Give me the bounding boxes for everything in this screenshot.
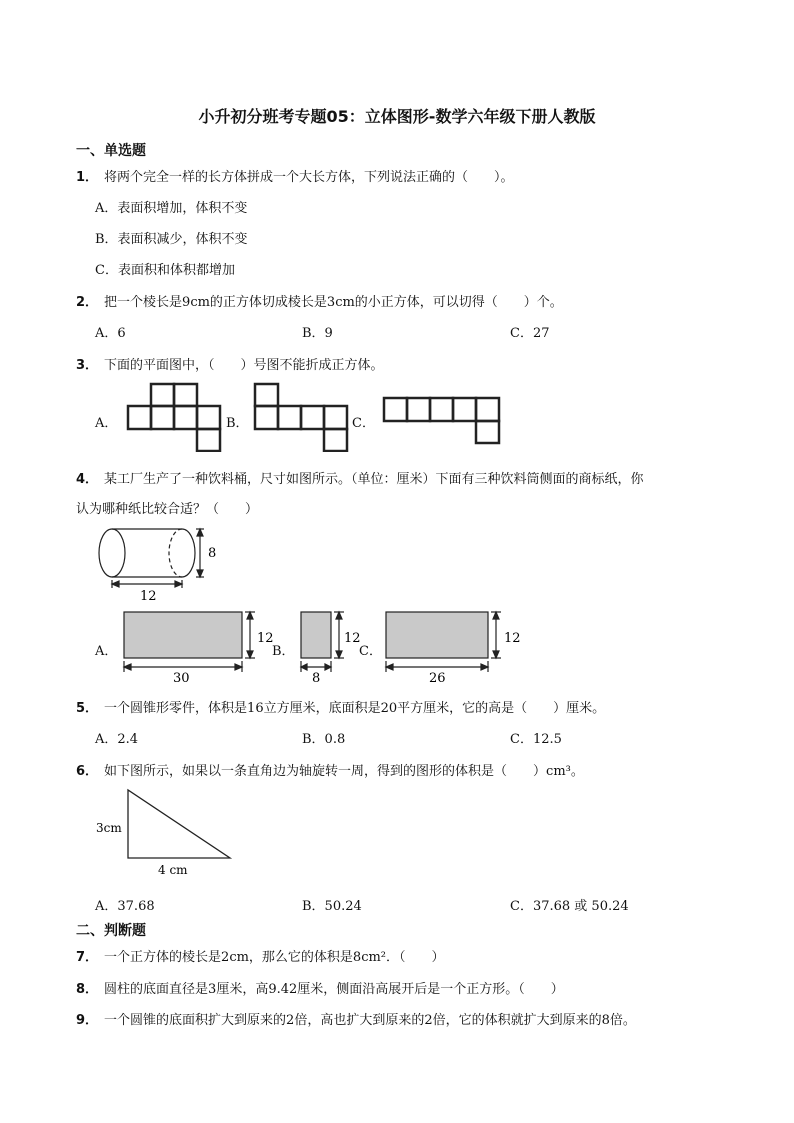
question-text: 某工厂生产了一种饮料桶，尺寸如图所示。（单位：厘米）下面有三种饮料筒侧面的商标纸，你 <box>104 472 644 487</box>
right-triangle-figure <box>92 786 242 878</box>
paper-a <box>124 612 242 658</box>
cylinder-figure <box>90 520 230 604</box>
cube-net-b <box>255 384 347 451</box>
right-triangle <box>128 790 230 858</box>
question-2 <box>76 291 563 310</box>
option-a: A．6 <box>95 326 126 341</box>
triangle-height-label: 3cm <box>96 821 122 835</box>
paper-c-width-label: 26 <box>429 671 446 686</box>
option-b: B．0.8 <box>302 732 346 747</box>
option-b: B． <box>272 644 295 659</box>
question-text: 圆柱的底面直径是3厘米，高9.42厘米，侧面沿高展开后是一个正方形。（ ） <box>104 982 564 997</box>
paper-b <box>301 612 331 658</box>
option-a: A．表面积增加，体积不变 <box>95 201 248 216</box>
cylinder-left-base <box>99 529 125 577</box>
triangle-base-label: 4 cm <box>158 863 188 877</box>
question-number: 1． <box>76 170 99 185</box>
section-heading-true-false: 二、判断题 <box>76 923 146 939</box>
question-text: 一个圆锥形零件，体积是16立方厘米，底面积是20平方厘米，它的高是（ ）厘米。 <box>104 701 606 716</box>
question-number: 4． <box>76 472 99 487</box>
option-b: B．表面积减少，体积不变 <box>95 232 248 247</box>
question-text: 一个正方体的棱长是2cm，那么它的体积是8cm²．（ ） <box>104 950 445 965</box>
question-text: 下面的平面图中，（ ）号图不能折成正方体。 <box>104 358 384 373</box>
option-c: C． <box>352 416 375 431</box>
paper-a-height-label: 12 <box>257 631 274 646</box>
label-paper-options-figure <box>118 606 528 686</box>
option-a: A．37.68 <box>95 899 155 914</box>
question-text: 将两个完全一样的长方体拼成一个大长方体，下列说法正确的（ ）。 <box>104 170 514 185</box>
option-c: C．37.68 或 50.24 <box>510 899 629 914</box>
question-number: 9． <box>76 1013 99 1028</box>
option-c: C．27 <box>510 326 550 341</box>
cylinder-height-label: 8 <box>208 546 217 561</box>
option-b: B． <box>226 416 249 431</box>
question-number: 6． <box>76 764 99 779</box>
option-a: A． <box>95 416 118 431</box>
paper-b-height-label: 12 <box>344 631 361 646</box>
question-7 <box>76 946 445 965</box>
question-3 <box>76 354 384 373</box>
question-text: 一个圆锥的底面积扩大到原来的2倍，高也扩大到原来的2倍，它的体积就扩大到原来的8倍。 <box>104 1013 636 1028</box>
paper-b-width-label: 8 <box>312 671 321 686</box>
option-c: C． <box>359 644 382 659</box>
question-9 <box>76 1009 636 1028</box>
question-4 <box>76 468 644 487</box>
question-text: 如下图所示，如果以一条直角边为轴旋转一周，得到的图形的体积是（ ）cm³。 <box>104 764 584 779</box>
cube-net-a <box>128 384 220 451</box>
question-number: 2． <box>76 295 99 310</box>
question-number: 5． <box>76 701 99 716</box>
question-text: 把一个棱长是9cm的正方体切成棱长是3cm的小正方体，可以切得（ ）个。 <box>104 295 563 310</box>
question-4-continued: 认为哪种纸比较合适？（ ） <box>76 502 259 517</box>
option-a: A．2.4 <box>95 732 139 747</box>
question-6 <box>76 760 584 779</box>
cube-net-c <box>384 398 499 443</box>
question-number: 3． <box>76 358 99 373</box>
question-5 <box>76 697 605 716</box>
option-c: C．表面积和体积都增加 <box>95 263 235 278</box>
option-b: B．50.24 <box>302 899 362 914</box>
paper-a-width-label: 30 <box>173 671 190 686</box>
option-b: B．9 <box>302 326 333 341</box>
option-a: A． <box>95 644 118 659</box>
page-title: 小升初分班考专题05：立体图形-数学六年级下册人教版 <box>198 107 596 126</box>
question-number: 8． <box>76 982 99 997</box>
section-heading-single-choice: 一、单选题 <box>76 143 146 159</box>
option-c: C．12.5 <box>510 732 562 747</box>
paper-c <box>386 612 488 658</box>
cube-nets-figure <box>120 380 520 452</box>
question-1 <box>76 166 514 185</box>
question-number: 7． <box>76 950 99 965</box>
paper-c-height-label: 12 <box>504 631 521 646</box>
cylinder-length-label: 12 <box>140 589 157 604</box>
question-8 <box>76 978 564 997</box>
